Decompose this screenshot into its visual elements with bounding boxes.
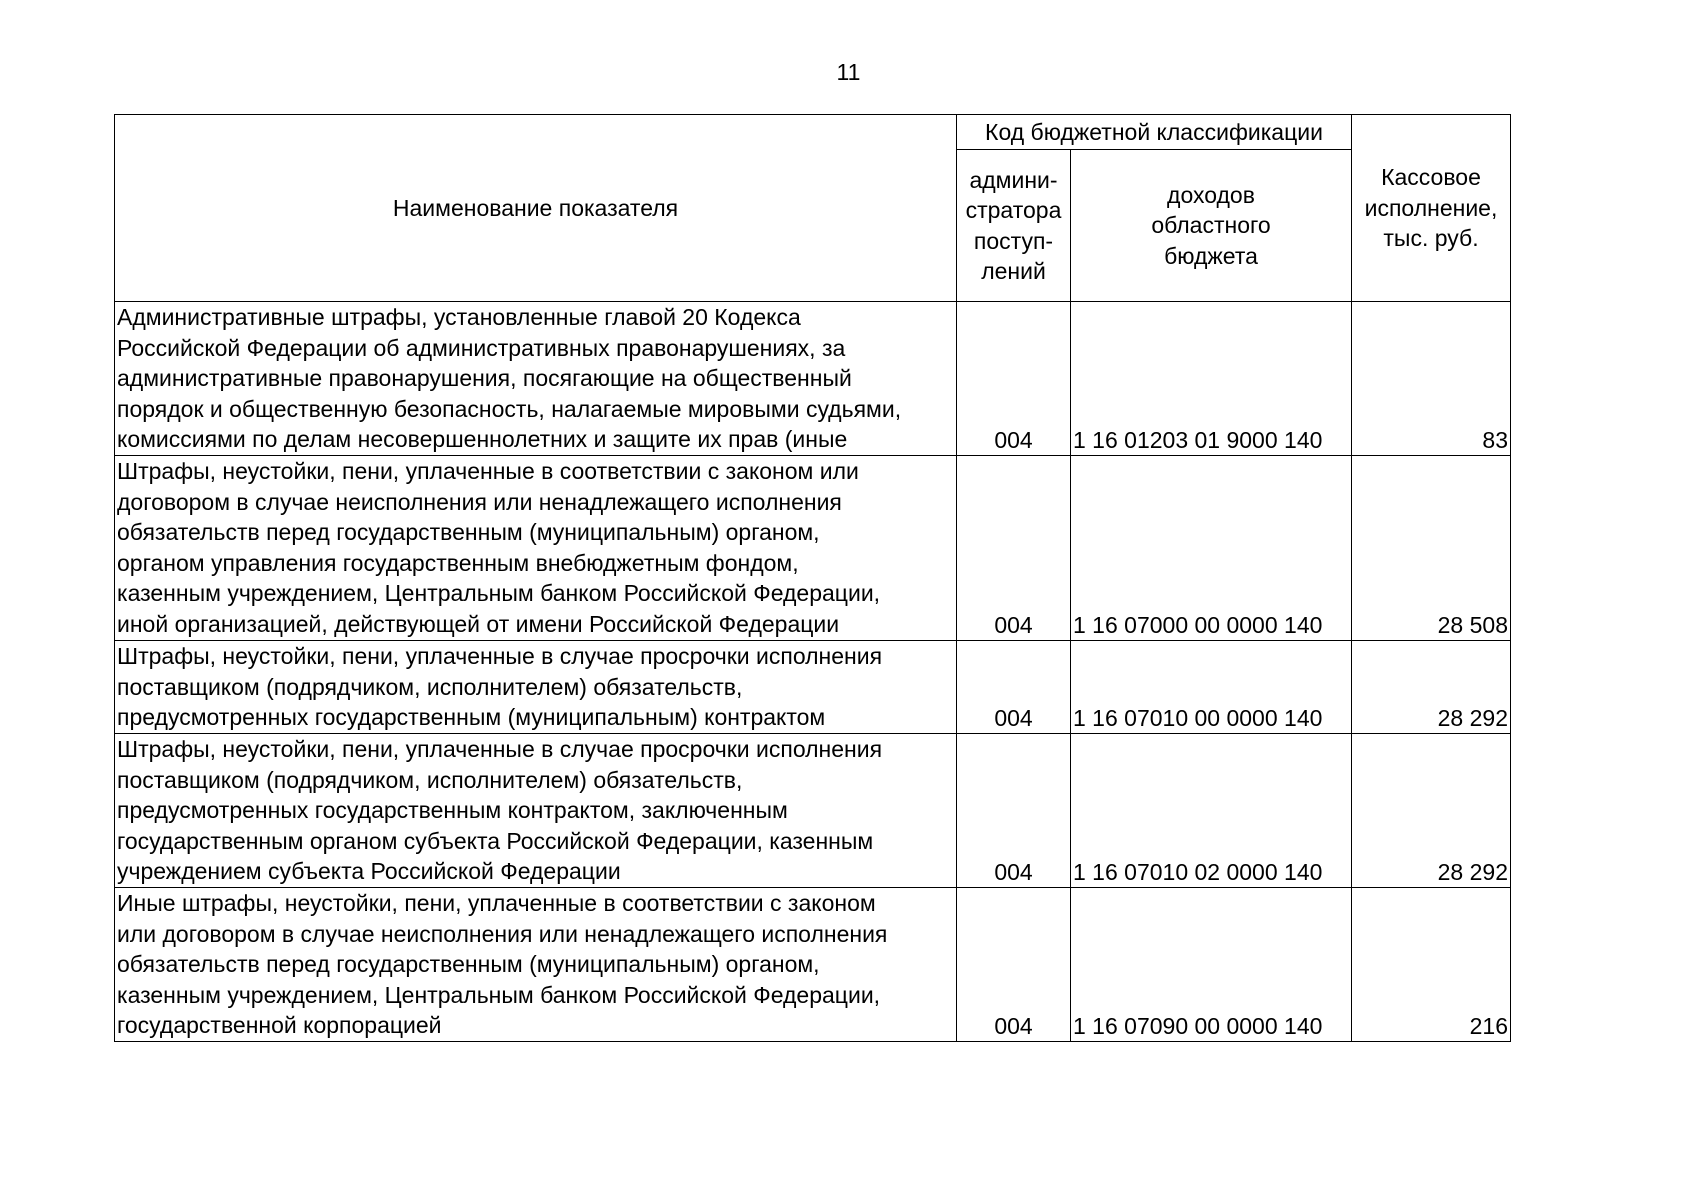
page-number: 11 (836, 59, 861, 85)
row-indicator-name (115, 734, 957, 888)
row-income-code: 1 16 07010 02 0000 140 (1071, 734, 1352, 888)
row-admin-code: 004 (957, 888, 1071, 1042)
row-name-line: предусмотренных государственным контрактом, заключенным (117, 797, 788, 823)
row-name-line: комиссиями по делам несовершеннолетних и защите их прав (иные (117, 426, 848, 452)
row-name-line: иной организацией, действующей от имени Российской Федерации (117, 610, 840, 637)
row-name-line: учреждением субъекта Российской Федерации (117, 858, 621, 884)
row-name-line: государственным органом субъекта Российской Федерации, казенным (117, 827, 874, 854)
row-admin-code: 004 (957, 456, 1071, 641)
row-indicator-name (115, 641, 957, 734)
header-revenue-administrator (957, 150, 1071, 302)
row-name-line: обязательств перед государственным (муниципальным) органом, (117, 951, 820, 977)
row-income-code: 1 16 07000 00 0000 140 (1071, 456, 1352, 641)
row-name-line: Штрафы, неустойки, пени, уплаченные в соответствии с законом или (117, 458, 859, 484)
header-admin-line: стратора (965, 197, 1062, 223)
header-budget-classification-code: Код бюджетной классификации (957, 115, 1352, 150)
table-row (115, 302, 1511, 456)
row-name-line: казенным учреждением, Центральным банком Российской Федерации, (117, 580, 881, 606)
row-name-line: Штрафы, неустойки, пени, уплаченные в случае просрочки исполнения (117, 736, 883, 762)
row-admin-code: 004 (957, 734, 1071, 888)
header-income-line: доходов (1167, 181, 1255, 208)
row-name-line: казенным учреждением, Центральным банком Российской Федерации, (117, 981, 881, 1008)
row-cash-execution: 216 (1352, 888, 1511, 1042)
header-income-line: областного (1151, 212, 1271, 239)
row-name-line: Российской Федерации об административных правонарушениях, за (117, 334, 846, 361)
row-name-line: поставщиком (подрядчиком, исполнителем) обязательств, (117, 673, 743, 700)
header-admin-line: поступ- (973, 227, 1054, 254)
row-cash-execution: 28 292 (1352, 734, 1511, 888)
table-row (115, 456, 1511, 641)
row-admin-code: 004 (957, 302, 1071, 456)
row-indicator-name (115, 302, 957, 456)
header-admin-line: админи- (969, 166, 1058, 193)
row-name-line: порядок и общественную безопасность, налагаемые мировыми судьями, (117, 395, 902, 422)
row-admin-code: 004 (957, 641, 1071, 734)
row-name-line: органом управления государственным внебюджетным фондом, (117, 549, 799, 576)
table-row (115, 641, 1511, 734)
header-regional-budget-income (1071, 150, 1352, 302)
header-admin-line: лений (981, 258, 1046, 284)
row-name-line: обязательств перед государственным (муниципальным) органом, (117, 519, 820, 545)
row-income-code: 1 16 01203 01 9000 140 (1071, 302, 1352, 456)
row-name-line: Иные штрафы, неустойки, пени, уплаченные в соответствии с законом (117, 890, 876, 916)
table-row (115, 888, 1511, 1042)
row-name-line: предусмотренных государственным (муниципальным) контрактом (117, 704, 826, 730)
header-cash-execution (1352, 115, 1511, 302)
row-indicator-name (115, 888, 957, 1042)
row-income-code: 1 16 07010 00 0000 140 (1071, 641, 1352, 734)
table-row (115, 734, 1511, 888)
row-cash-execution: 28 292 (1352, 641, 1511, 734)
row-cash-execution: 28 508 (1352, 456, 1511, 641)
row-name-line: государственной корпорацией (117, 1012, 442, 1038)
row-indicator-name (115, 456, 957, 641)
row-name-line: административные правонарушения, посягающие на общественный (117, 365, 852, 391)
header-indicator-name: Наименование показателя (115, 115, 957, 302)
row-income-code: 1 16 07090 00 0000 140 (1071, 888, 1352, 1042)
header-sum-line: Кассовое (1381, 164, 1481, 191)
row-name-line: договором в случае неисполнения или ненадлежащего исполнения (117, 488, 842, 515)
row-name-line: Штрафы, неустойки, пени, уплаченные в случае просрочки исполнения (117, 643, 883, 669)
header-income-line: бюджета (1164, 242, 1258, 269)
header-sum-line: тыс. руб. (1383, 225, 1479, 252)
row-name-line: или договором в случае неисполнения или ненадлежащего исполнения (117, 920, 888, 947)
row-name-line: поставщиком (подрядчиком, исполнителем) обязательств, (117, 766, 743, 793)
budget-revenue-table (114, 114, 1511, 1042)
header-sum-line: исполнение, (1364, 194, 1498, 221)
row-cash-execution: 83 (1352, 302, 1511, 456)
row-name-clip (117, 302, 954, 454)
row-name-line: Административные штрафы, установленные главой 20 Кодекса (117, 304, 801, 330)
